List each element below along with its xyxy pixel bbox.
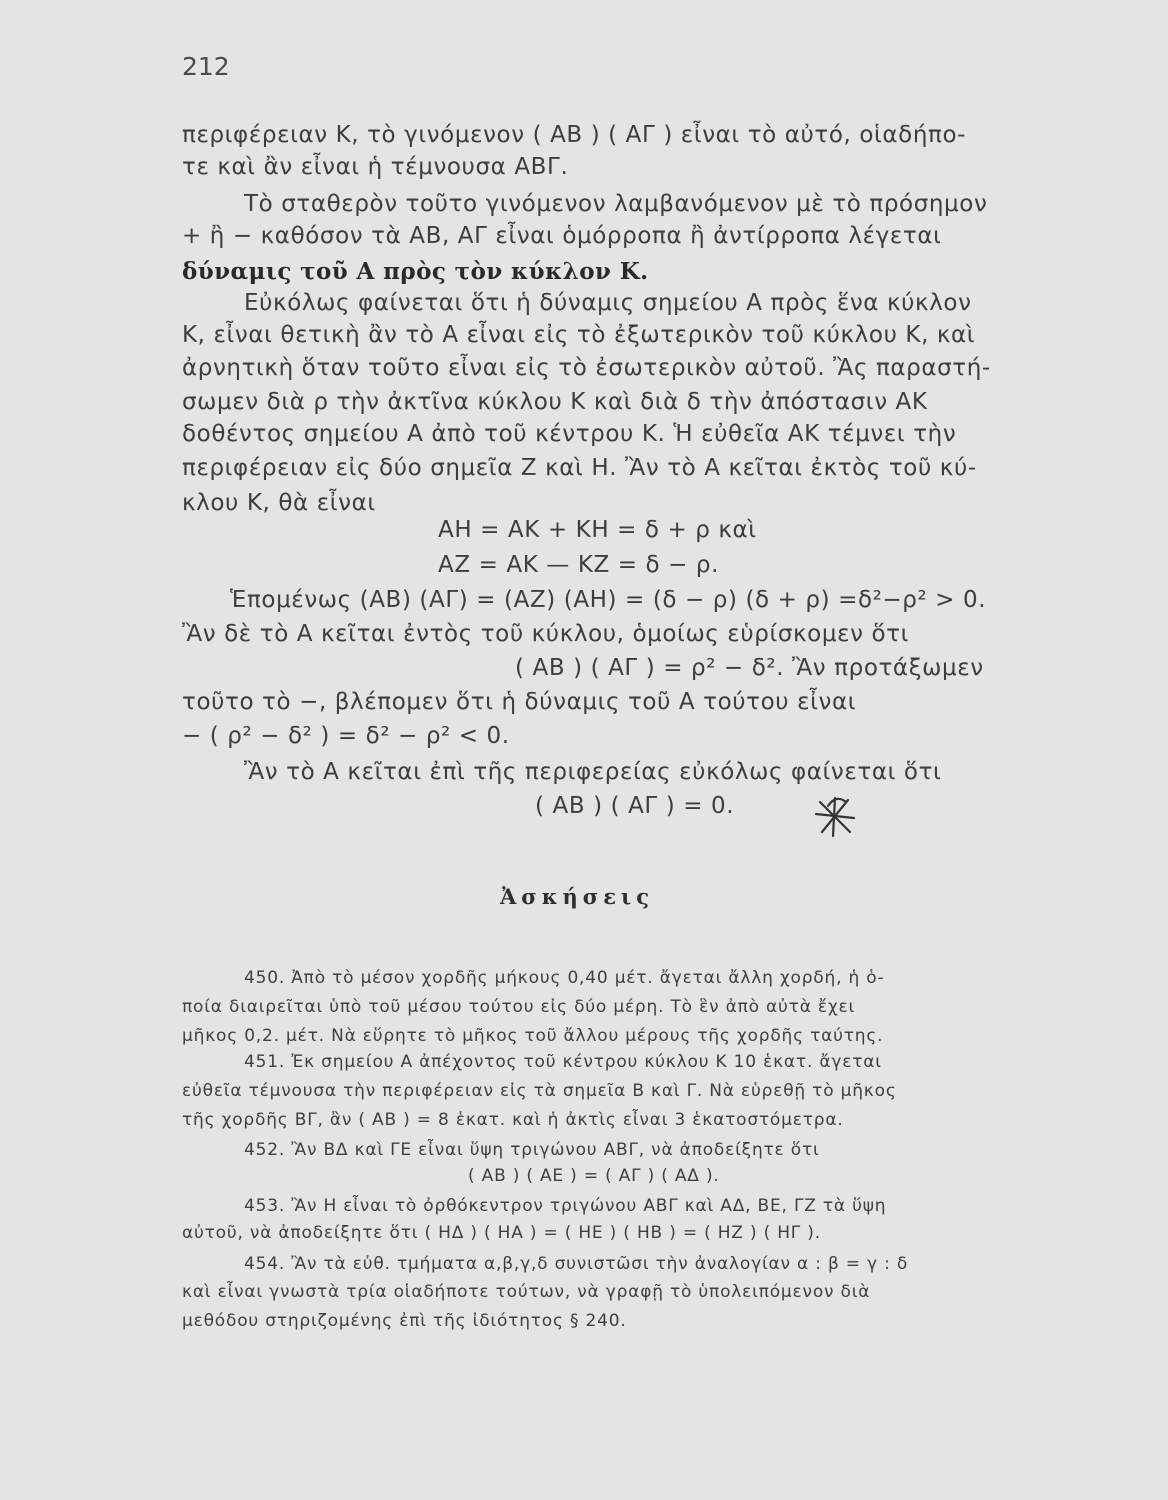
exercise-line: 451. Ἐκ σημείου Α ἀπέχοντος τοῦ κέντρου κύκλου Κ 10 ἑκατ. ἄγεται (244, 1052, 882, 1072)
text-line: τοῦτο τὸ −, βλέπομεν ὅτι ἡ δύναμις τοῦ Α τούτου εἶναι (182, 689, 857, 715)
equation-line: ( ΑΒ ) ( ΑΓ ) = ρ² − δ². Ἂν προτάξωμεν (515, 655, 984, 681)
text-line: σωμεν διὰ ρ τὴν ἀκτῖνα κύκλου Κ καὶ διὰ δ τὴν ἀπόστασιν ΑΚ (182, 389, 928, 415)
equation-line: − ( ρ² − δ² ) = δ² − ρ² < 0. (182, 723, 510, 749)
text-line: περιφέρειαν εἰς δύο σημεῖα Ζ καὶ Η. Ἂν τὸ Α κεῖται ἐκτὸς τοῦ κύ- (182, 455, 977, 481)
definition-term: δύναμις τοῦ Α πρὸς τὸν κύκλον Κ. (182, 258, 649, 285)
exercise-line: ποία διαιρεῖται ὑπὸ τοῦ μέσου τούτου εἰς δύο μέρη. Τὸ ἓν ἀπὸ αὐτὰ ἔχει (182, 997, 856, 1017)
text-line: Ἂν τὸ Α κεῖται ἐπὶ τῆς περιφερείας εὐκόλως φαίνεται ὅτι (244, 759, 942, 785)
text-line: Τὸ σταθερὸν τοῦτο γινόμενον λαμβανόμενον μὲ τὸ πρόσημον (244, 191, 988, 217)
exercise-formula: ( ΑΒ ) ( ΑΕ ) = ( ΑΓ ) ( ΑΔ ). (468, 1166, 720, 1186)
text-line: κλου Κ, θὰ εἶναι (182, 490, 376, 516)
exercise-line: εὐθεῖα τέμνουσα τὴν περιφέρειαν εἰς τὰ σημεῖα Β καὶ Γ. Νὰ εὑρεθῇ τὸ μῆκος (182, 1081, 897, 1101)
exercise-line: καὶ εἶναι γνωστὰ τρία οἱαδήποτε τούτων, νὰ γραφῇ τὸ ὑπολειπόμενον διὰ (182, 1282, 871, 1302)
exercise-line: 452. Ἂν ΒΔ καὶ ΓΕ εἶναι ὕψη τριγώνου ΑΒΓ, νὰ ἀποδείξητε ὅτι (244, 1140, 820, 1160)
text-line: Ἂν δὲ τὸ Α κεῖται ἐντὸς τοῦ κύκλου, ὁμοίως εὑρίσκομεν ὅτι (182, 621, 909, 647)
text-line: + ἢ − καθόσον τὰ ΑΒ, ΑΓ εἶναι ὁμόρροπα ἢ ἀντίρροπα λέγεται (182, 223, 942, 249)
exercise-line: μῆκος 0,2. μέτ. Νὰ εὕρητε τὸ μῆκος τοῦ ἄλλου μέρους τῆς χορδῆς ταύτης. (182, 1026, 884, 1046)
text-line: δοθέντος σημείου Α ἀπὸ τοῦ κέντρου Κ. Ἡ εὐθεῖα ΑΚ τέμνει τὴν (182, 421, 957, 447)
exercise-line: 453. Ἂν Η εἶναι τὸ ὀρθόκεντρον τριγώνου ΑΒΓ καὶ ΑΔ, ΒΕ, ΓΖ τὰ ὕψη (244, 1196, 887, 1216)
equation-line: ΑΖ = ΑΚ — ΚΖ = δ − ρ. (438, 552, 720, 578)
exercises-heading: Ἀσκήσεις (500, 884, 654, 909)
exercise-line: 450. Ἀπὸ τὸ μέσον χορδῆς μήκους 0,40 μέτ. ἄγεται ἄλλη χορδή, ἡ ὁ- (244, 968, 885, 988)
page-number: 212 (182, 52, 230, 81)
equation-line: ΑΗ = ΑΚ + ΚΗ = δ + ρ καὶ (438, 517, 757, 543)
exercise-line: τῆς χορδῆς ΒΓ, ἂν ( ΑΒ ) = 8 ἑκατ. καὶ ἡ ἀκτὶς εἶναι 3 ἑκατοστόμετρα. (182, 1110, 844, 1130)
exercise-line: 454. Ἂν τὰ εὐθ. τμήματα α,β,γ,δ συνιστῶσι τὴν ἀναλογίαν α : β = γ : δ (244, 1254, 909, 1274)
asterisk-mark-icon (812, 792, 858, 840)
text-line: περιφέρειαν Κ, τὸ γινόμενον ( ΑΒ ) ( ΑΓ ) εἶναι τὸ αὐτό, οἱαδήπο- (182, 122, 967, 148)
exercise-line: μεθόδου στηριζομένης ἐπὶ τῆς ἰδιότητος § 240. (182, 1311, 627, 1331)
exercise-line: αὐτοῦ, νὰ ἀποδείξητε ὅτι ( ΗΔ ) ( ΗΑ ) = ( ΗΕ ) ( ΗΒ ) = ( ΗΖ ) ( ΗΓ ). (182, 1223, 821, 1243)
text-line: Κ, εἶναι θετικὴ ἂν τὸ Α εἶναι εἰς τὸ ἐξωτερικὸν τοῦ κύκλου Κ, καὶ (182, 322, 976, 348)
text-line: Εὐκόλως φαίνεται ὅτι ἡ δύναμις σημείου Α πρὸς ἕνα κύκλον (244, 290, 972, 316)
equation-line: Ἑπομένως (ΑΒ) (ΑΓ) = (ΑΖ) (ΑΗ) = (δ − ρ) (δ + ρ) =δ²−ρ² > 0. (230, 587, 987, 613)
text-line: τε καὶ ἂν εἶναι ἡ τέμνουσα ΑΒΓ. (182, 154, 569, 180)
equation-line: ( ΑΒ ) ( ΑΓ ) = 0. (535, 793, 735, 819)
text-line: ἀρνητικὴ ὅταν τοῦτο εἶναι εἰς τὸ ἐσωτερικὸν αὐτοῦ. Ἂς παραστή- (182, 355, 991, 381)
